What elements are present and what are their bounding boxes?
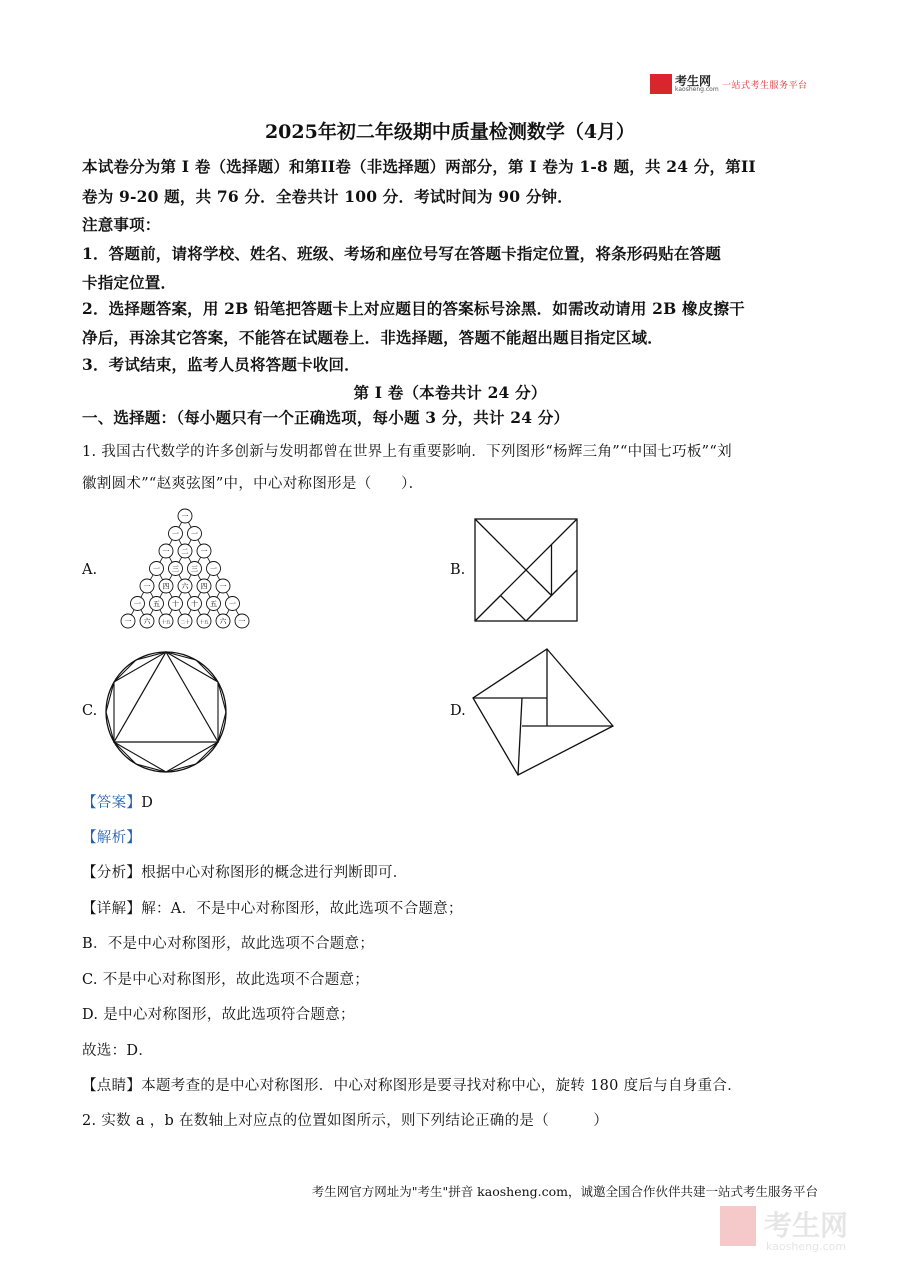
yanghui-link xyxy=(179,575,182,580)
yanghui-number: 一 xyxy=(219,582,227,591)
reason-b-line: B．不是中心对称图形，故此选项不合题意； xyxy=(82,936,375,952)
tangram-diagonal xyxy=(475,519,552,596)
yanghui-link xyxy=(169,610,172,615)
reason-d-line: D. 是中心对称图形，故此选项符合题意； xyxy=(82,1007,355,1023)
yanghui-number: 一 xyxy=(124,617,132,626)
yanghui-number: 一 xyxy=(153,565,160,573)
liuhui-hexagon xyxy=(114,652,218,772)
yanghui-link xyxy=(169,592,172,597)
yanghui-link xyxy=(207,592,210,597)
yanghui-link xyxy=(217,575,220,580)
yanghui-link xyxy=(179,540,182,545)
yanghui-link xyxy=(150,592,153,597)
yanghui-number: 十五 xyxy=(199,620,209,626)
yanghui-number: 十 xyxy=(191,600,198,608)
yanghui-link xyxy=(198,575,201,580)
yanghui-link xyxy=(169,557,172,562)
yanghui-link xyxy=(207,575,210,580)
footer-text: 考生网官方网址为"考生"拼音 kaosheng.com，诚邀全国合作伙伴共建一站式考生服务平台 xyxy=(311,1184,818,1199)
liuhui-circle-figure xyxy=(104,650,228,774)
yanghui-link xyxy=(217,610,220,615)
watermark-domain: kaosheng.com xyxy=(766,1240,847,1253)
option-d-label: D. xyxy=(450,703,466,719)
yanghui-link xyxy=(207,610,210,615)
yanghui-number: 四 xyxy=(162,582,170,591)
yanghui-number: 十五 xyxy=(161,620,171,626)
yanghui-number: 五 xyxy=(153,600,160,608)
fenxi-line: 【分析】根据中心对称图形的概念进行判断即可． xyxy=(82,865,408,881)
yanghui-number: 一 xyxy=(229,600,236,608)
notice-item-3: 3．考试结束，监考人员将答题卡收回． xyxy=(82,355,360,374)
q1-stem-line-2: 徽割圆术”“赵爽弦图”中，中心对称图形是（ ）． xyxy=(82,476,424,492)
option-c-label: C. xyxy=(82,703,98,719)
tangram-top-right-cut xyxy=(501,519,578,596)
yanghui-link xyxy=(179,557,182,562)
watermark-name: 考生网 xyxy=(764,1209,849,1242)
yanghui-link xyxy=(179,522,182,527)
yanghui-number: 一 xyxy=(134,600,141,608)
yanghui-number: 一 xyxy=(172,530,179,538)
yanghui-number: 一 xyxy=(210,565,217,573)
notice-item-1-line-2: 卡指定位置． xyxy=(82,273,177,292)
analysis-tag: 【解析】 xyxy=(82,830,142,846)
yanghui-link xyxy=(150,575,153,580)
yanghui-number: 一 xyxy=(191,530,198,538)
yanghui-number: 六 xyxy=(181,582,189,591)
intro-line-1: 本试卷分为第 I 卷（选择题）和第II卷（非选择题）两部分，第 I 卷为 1-8 题，共 24 分，第II xyxy=(82,157,756,176)
yanghui-link xyxy=(226,610,229,615)
watermark xyxy=(720,1200,900,1260)
yanghui-number: 十 xyxy=(172,600,179,608)
zhaoshuang-figure xyxy=(472,648,614,776)
yanghui-link xyxy=(169,540,172,545)
logo-icon xyxy=(650,74,672,94)
yanghui-link xyxy=(198,592,201,597)
yanghui-number: 二十 xyxy=(180,620,190,626)
logo-domain: kaosheng.com xyxy=(675,86,719,93)
option-b-label: B. xyxy=(450,562,466,578)
notice-heading: 注意事项： xyxy=(82,215,161,234)
yanghui-number: 六 xyxy=(143,617,151,626)
answer-tag: 【答案】 xyxy=(82,795,142,811)
zhaoshuang-outline xyxy=(473,649,613,775)
zhaoshuang-line-4 xyxy=(518,698,522,775)
yanghui-link xyxy=(188,610,191,615)
yanghui-number: 三 xyxy=(172,565,179,573)
yanghui-link xyxy=(226,592,229,597)
yanghui-link xyxy=(160,592,163,597)
tangram-square-edge xyxy=(501,596,527,622)
yanghui-link xyxy=(141,592,144,597)
yanghui-link xyxy=(160,610,163,615)
yanghui-link xyxy=(188,540,191,545)
logo-slogan: 一站式考生服务平台 xyxy=(722,81,808,91)
yanghui-link xyxy=(150,610,153,615)
answer-value: D xyxy=(141,795,154,811)
yanghui-link xyxy=(188,592,191,597)
header-logo xyxy=(650,72,820,98)
liuhui-circle xyxy=(106,652,226,772)
tangram-figure xyxy=(474,518,578,622)
liuhui-triangle xyxy=(114,652,218,742)
option-a-label: A. xyxy=(82,562,98,578)
yanghui-link xyxy=(188,522,191,527)
yanghui-link xyxy=(179,610,182,615)
yanghui-link xyxy=(198,540,201,545)
yanghui-number: 一 xyxy=(143,582,151,591)
notice-item-2-line-1: 2．选择题答案，用 2B 铅笔把答题卡上对应题目的答案标号涂黑．如需改动请用 2B 橡皮擦干 xyxy=(82,299,745,318)
tangram-bottom-cut xyxy=(475,596,501,622)
yanghui-link xyxy=(141,610,144,615)
yanghui-link xyxy=(188,575,191,580)
yanghui-triangle-figure xyxy=(100,507,270,632)
yanghui-link xyxy=(198,610,201,615)
yanghui-link xyxy=(131,610,134,615)
part-title: 一、选择题：（每小题只有一个正确选项，每小题 3 分，共计 24 分） xyxy=(82,408,570,427)
yanghui-link xyxy=(179,592,182,597)
reason-c-line: C. 不是中心对称图形，故此选项不合题意； xyxy=(82,972,370,988)
yanghui-link xyxy=(198,557,201,562)
yanghui-link xyxy=(217,592,220,597)
logo-name: 考生网 xyxy=(675,74,712,88)
yanghui-number: 一 xyxy=(238,617,246,626)
yanghui-number: 二 xyxy=(181,547,189,556)
yanghui-link xyxy=(160,575,163,580)
page-title: 2025年初二年级期中质量检测数学（4月） xyxy=(264,121,636,143)
notice-item-2-line-2: 净后，再涂其它答案，不能答在试题卷上．非选择题，答题不能超出题目指定区域． xyxy=(82,328,663,347)
yanghui-link xyxy=(169,575,172,580)
yanghui-link xyxy=(236,610,239,615)
yanghui-number: 三 xyxy=(191,565,198,573)
yanghui-number: 一 xyxy=(181,512,189,521)
yanghui-link xyxy=(160,557,163,562)
answer-line xyxy=(82,791,820,812)
yanghui-number: 五 xyxy=(210,600,217,608)
watermark-logo-icon xyxy=(720,1206,756,1246)
yanghui-number: 一 xyxy=(200,547,208,556)
yanghui-number: 一 xyxy=(162,547,170,556)
q2-stem: 2. 实数 a ，b 在数轴上对应点的位置如图所示，则下列结论正确的是（ ） xyxy=(82,1113,609,1129)
q1-stem-line-1: 1. 我国古代数学的许多创新与发明都曾在世界上有重要影响．下列图形“杨辉三角”“中国七巧板”“刘 xyxy=(82,444,732,460)
xiangjie-line: 【详解】解：A．不是中心对称图形，故此选项不合题意； xyxy=(82,901,463,917)
intro-line-2: 卷为 9-20 题，共 76 分．全卷共计 100 分．考试时间为 90 分钟． xyxy=(82,187,573,206)
yanghui-number: 四 xyxy=(200,582,208,591)
choose-line: 故选：D． xyxy=(82,1043,154,1059)
notice-item-1-line-1: 1．答题前，请将学校、姓名、班级、考场和座位号写在答题卡指定位置，将条形码贴在答题 xyxy=(82,244,721,263)
yanghui-link xyxy=(207,557,210,562)
volume-title: 第 I 卷（本卷共计 24 分） xyxy=(353,383,547,402)
yanghui-link xyxy=(188,557,191,562)
yanghui-number: 六 xyxy=(219,617,227,626)
dianjing-line: 【点睛】本题考查的是中心对称图形．中心对称图形是要寻找对称中心，旋转 180 度后与自身重合． xyxy=(82,1078,742,1094)
